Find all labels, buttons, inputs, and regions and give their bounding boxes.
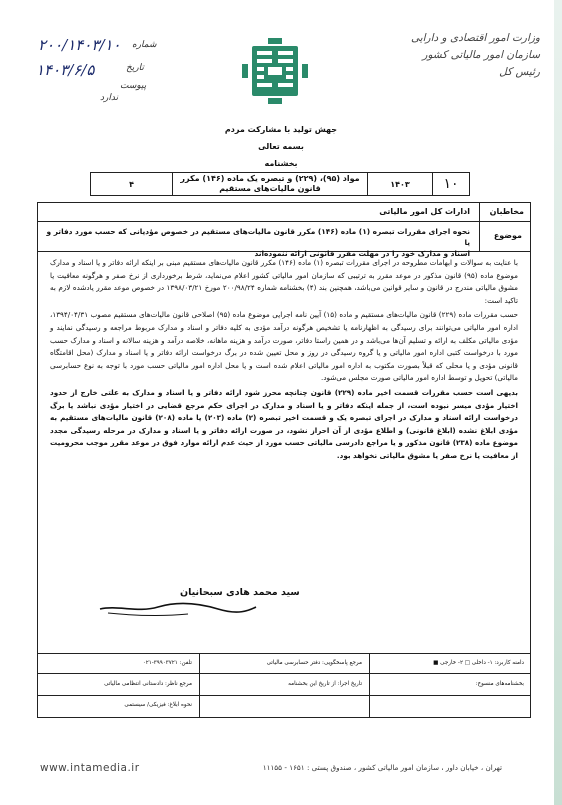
- letter-date-value: ۱۴۰۳/۶/۵: [36, 61, 95, 79]
- website-link[interactable]: www.intamedia.ir: [40, 762, 140, 774]
- letter-date-label: تاریخ: [126, 63, 144, 73]
- ministry-line-1: وزارت امور اقتصادی و دارایی: [410, 32, 540, 44]
- addressee-label: مخاطبان: [489, 207, 524, 216]
- subject-line-1: نحوه اجرای مقررات تبصره (۱) ماده (۱۴۶) مکرر قانون مالیات‌های مستقیم در خصوص مؤدیانی که حسب مورد دفاتر و یا: [46, 227, 470, 247]
- circular-year: ۱۴۰۳: [367, 173, 432, 195]
- letter-number-label: شماره: [132, 40, 157, 50]
- circular-body-text: [50, 257, 518, 465]
- body-paragraph-3: بدیهی است حسب مقررات قسمت اخیر ماده (۲۲۹) قانون چنانچه محرز شود ارائه دفاتر و یا اسناد و مدارک به علتی خارج از حدود اختیار مؤدی میسر نبوده است، از جمله اینکه دفاتر و یا اسناد و مدارک در اجرای حکم مرجع قضایی در اختیار مؤدی نباشد یا برگ درخواست ارائه اسناد و مدارک در اجرای تبصره یک و قسمت اخیر تبصره (۲) ماده (۲۰۳) یا ماده (۲۰۸) قانون مالیات‌های مستقیم به مؤدی ابلاغ نشده (ابلاغ قانونی) و اطلاع مؤدی از آن احراز نشود، در صورت ارائه دفاتر و یا اسناد و مدارک در مرحله رسیدگی مجدد موضوع ماده (۲۳۸) قانون مذکور و یا مراجع دادرسی مالیاتی حسب مورد از حیث عدم ارائه موارد فوق در موعد مقرر موجب محرومیت از معافیت یا نرخ صفر یا مشوق مالیاتی نخواهد بود.: [50, 387, 518, 460]
- body-paragraph-2: حسب مقررات ماده (۲۲۹) قانون مالیات‌های مستقیم و ماده (۱۵) آیین نامه اجرایی موضوع ماده (۹۵) اصلاحی قانون مالیات‌های مستقیم مصوب ۱۳۹۴/۰۴/۳۱، اداره امور مالیاتی می‌توانند برای رسیدگی به اظهارنامه یا تشخیص هرگونه درآمد مؤدی به کلیه دفاتر و اسناد و مدارک مربوط مراجعه و رسیدگی نمایند و مؤدی مالیاتی مکلف به ارائه و تسلیم آن‌ها می‌باشد و در همین راستا دفاتر، صورت درآمد و هزینه ماهانه، خلاصه درآمد و هزینه سالانه و اسناد و مدارک حسب مورد با درخواست کتبی اداره امور مالیاتی و یا گروه رسیدگی در روز و محل تعیین شده در برگ درخواست ارائه دفاتر و یا اسناد و مدارک (محل اقامتگاه قانونی مؤدی و یا محلی که قبلاً بصورت مکتوب به اداره امور مالیاتی اعلام شده است و یا محل اداره امور مالیاتی حسب مورد با توجه به نوع حسابرسی مالیاتی) تحویل و توسط اداره امور مالیاتی صورت مجلس می‌شود.: [50, 310, 518, 383]
- circular-pages: ۴: [129, 179, 134, 189]
- attachment-label: پیوست: [120, 81, 147, 91]
- ministry-heading: [390, 30, 540, 81]
- divider: [369, 653, 370, 717]
- cancelled-circulars: بخشنامه‌های منسوخ:: [475, 681, 524, 687]
- divider: [38, 221, 530, 222]
- divider: [479, 203, 480, 251]
- handwritten-signature-icon: [98, 595, 258, 619]
- responsible-office: مرجع پاسخگویی: دفتر حسابرسی مالیاتی: [266, 660, 362, 666]
- circular-articles-line-2: قانون مالیات‌های مستقیم: [219, 184, 321, 193]
- addressee-value: ادارات کل امور مالیاتی: [379, 207, 470, 216]
- supervising-authority: مرجع ناظر: دادستانی انتظامی مالیاتی: [104, 681, 192, 687]
- letter-number-value: ۲۰۰/۱۴۰۳/۱۰: [38, 36, 121, 54]
- attachment-value: ندارد: [100, 93, 119, 103]
- ministry-line-3: رئیس کل: [499, 66, 540, 78]
- basmala: بسمه تعالی: [258, 142, 304, 151]
- postal-address: تهران ، خیابان داور ، سازمان امور مالیاتی کشور ، صندوق پستی : ۱۶۵۱ - ۱۱۱۵۵: [262, 763, 502, 772]
- decorative-side-strip: [554, 0, 562, 805]
- divider: [38, 653, 530, 654]
- contact-phone: تلفن: ۳۹۹۰۳۷۲۱-۰۲۱: [142, 660, 192, 666]
- circular-body-frame: [37, 202, 531, 718]
- subject-label: موضوع: [493, 231, 522, 240]
- divider: [38, 695, 530, 696]
- notification-method: نحوه ابلاغ: فیزیکی/ سیستمی: [124, 702, 192, 708]
- subject-line-2: اسناد و مدارک خود را در مهلت مقرر قانونی ارائه ننموده‌اند: [254, 249, 470, 258]
- execution-date: تاریخ اجرا: از تاریخ این بخشنامه: [288, 681, 362, 687]
- document-type: بخشنامه: [264, 159, 298, 168]
- signer-name: سید محمد هادی سبحانیان: [180, 587, 300, 598]
- body-paragraph-1: با عنایت به سوالات و ابهامات مطروحه در اجرای مقررات تبصره (۱) ماده (۱۴۶) مکرر قانون مالیات‌های مستقیم مبنی بر اینکه ارائه دفاتر و یا اسناد و مدارک موضوع ماده (۹۵) قانون مذکور در موعد مقرر به ترتیبی که سازمان امور مالیاتی کشور اعلام می‌نماید، شرط برخورداری از نرخ صفر و هرگونه معافیت یا مشوق مالیاتی مندرج در قانون و سایر قوانین می‌باشد، همچنین بند (۴) بخشنامه شماره ۲۰۰/۹۸/۲۴ مورخ ۱۳۹۸/۰۳/۲۱ در خصوص موعد مقرر یادشده لازم به تاکید است:: [50, 258, 519, 305]
- ministry-line-2: سازمان امور مالیاتی کشور: [422, 49, 540, 61]
- divider: [199, 653, 200, 717]
- scope-of-use: دامنه کاربرد: ۱- داخلی □ ۲- خارجی ■: [433, 660, 524, 666]
- slogan: جهش تولید با مشارکت مردم: [224, 125, 338, 134]
- circular-info-table: [90, 172, 470, 196]
- divider: [38, 673, 530, 674]
- circular-articles: [172, 173, 367, 195]
- circular-articles-line-1: مواد (۹۵)، (۲۲۹) و تبصره یک ماده (۱۴۶) مکرر: [180, 174, 360, 183]
- subject-value: [44, 226, 470, 259]
- tax-organization-logo-icon: [242, 38, 308, 104]
- circular-number: ۱۰: [432, 173, 469, 195]
